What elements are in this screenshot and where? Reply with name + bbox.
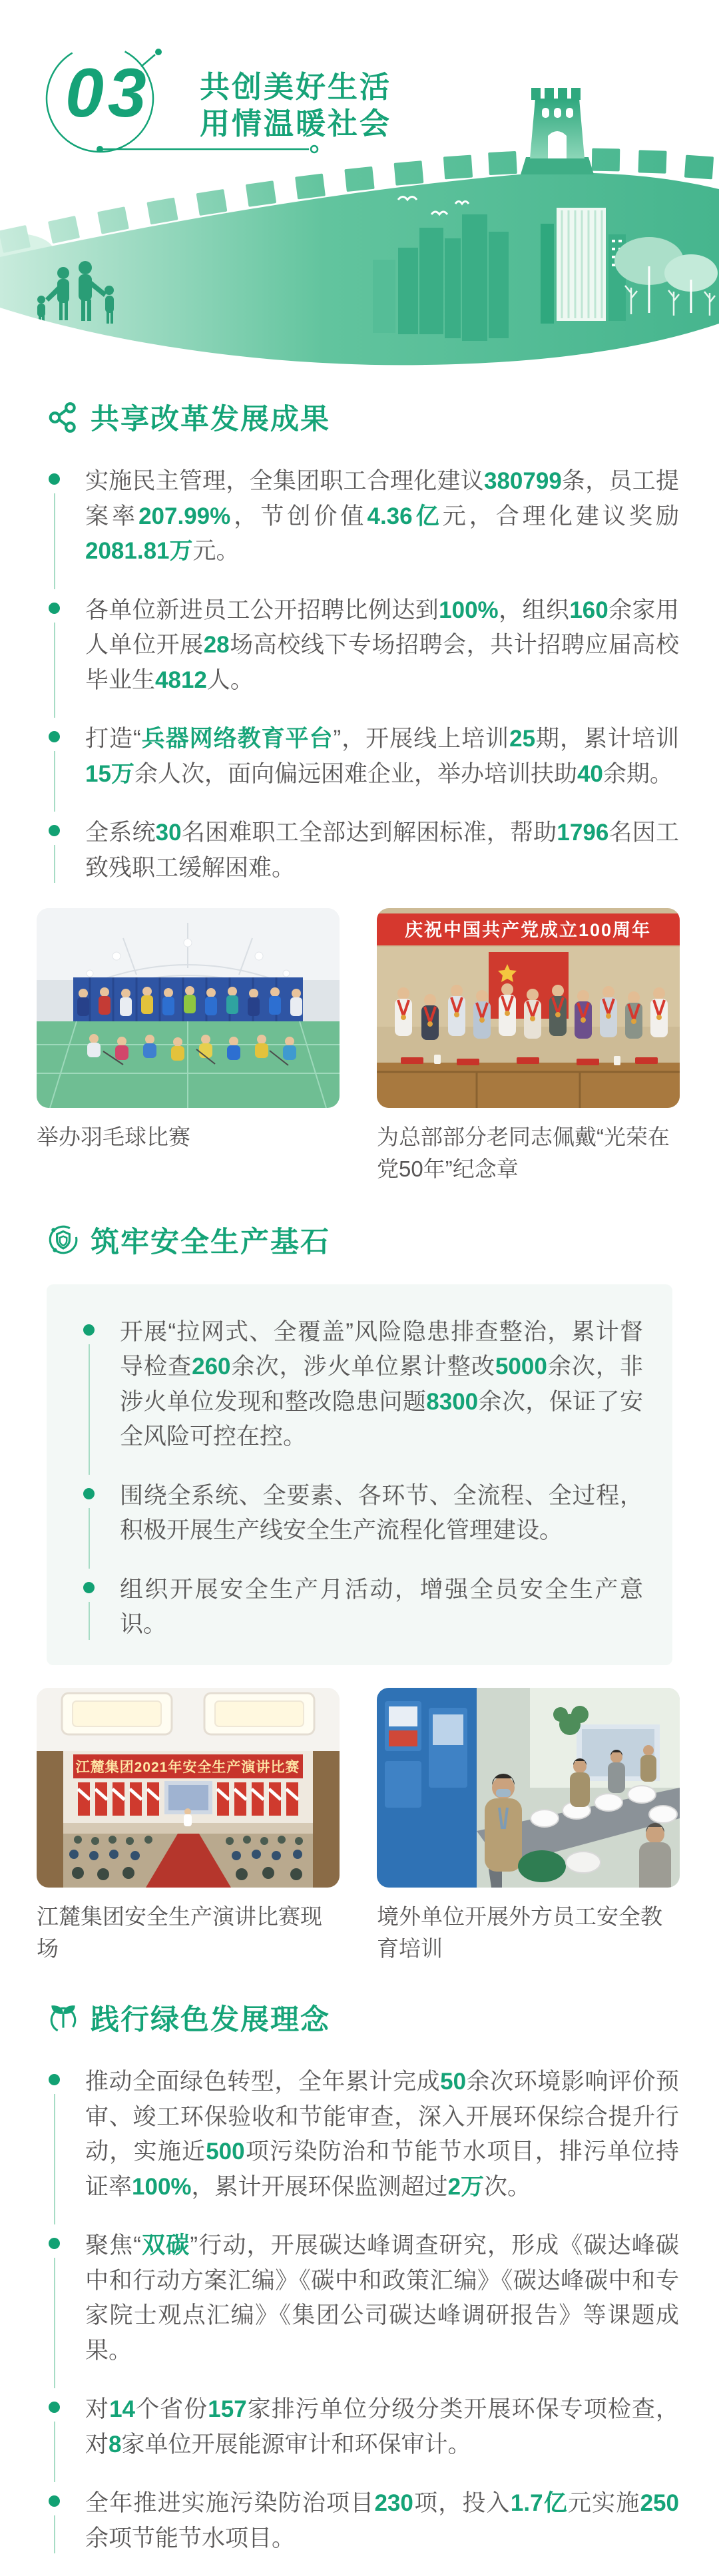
photo-caption: 境外单位开展外方员工安全教育培训: [377, 1904, 662, 1961]
section-title: 共享改革发展成果: [91, 403, 330, 435]
chapter-title-line2: 用情温暖社会: [200, 106, 392, 140]
photo-row-1: [37, 908, 682, 1185]
photo-banner-text: 江麓集团2021年安全生产演讲比赛: [75, 1759, 300, 1775]
speaker-figure: [184, 1808, 192, 1826]
chapter-title-line1: 共创美好生活: [200, 70, 392, 104]
bullet-item: 打造“兵器网络教育平台”，开展线上培训25期，累计培训15万余人次，面向偏远困难企业，举办培训扶助40余期。: [48, 722, 679, 792]
bullet-item: 实施民主管理，全集团职工合理化建议380799条，员工提案率207.99%，节创价值4.36亿元，合理化建议奖励2081.81万元。: [48, 464, 679, 569]
badminton-photo: [37, 908, 340, 1108]
page-header: [0, 0, 719, 370]
bullet-item: 围绕全系统、全要素、各环节、全流程、全过程，积极开展生产线安全生产流程化管理建设。: [83, 1479, 643, 1549]
safety-training-photo: [377, 1688, 680, 1888]
photo-caption: 举办羽毛球比赛: [37, 1125, 190, 1149]
share-icon: [47, 401, 80, 434]
speech-contest-photo: [37, 1688, 340, 1888]
photo-card: [377, 908, 680, 1185]
striped-building: [562, 210, 602, 318]
safety-card: [47, 1284, 672, 1665]
bullet-item: 全年推进实施污染防治项目230项，投入1.7亿元实施250余项节能节水项目。: [48, 2486, 679, 2556]
chapter-number: 03: [65, 55, 150, 132]
photo-card: [37, 1688, 340, 1965]
section-title: 筑牢安全生产基石: [91, 1226, 330, 1258]
photo-caption: 为总部部分老同志佩戴“光荣在党50年”纪念章: [377, 1125, 670, 1181]
safety-bullet-list: [83, 1315, 643, 1643]
section-title: 践行绿色发展理念: [91, 2004, 330, 2037]
bullet-item: 各单位新进员工公开招聘比例达到100%，组织160余家用人单位开展28场高校线下专场招聘会，共计招聘应届高校毕业生4812人。: [48, 593, 679, 698]
bullet-item: 全系统30名困难职工全部达到解困标准，帮助1796名因工致残职工缓解困难。: [48, 816, 679, 886]
share-bullet-list: [48, 464, 679, 886]
photo-card: [377, 1688, 680, 1965]
green-bullet-list: [48, 2065, 679, 2556]
bullet-item: 推动全面绿色转型，全年累计完成50余次环境影响评价预审、竣工环保验收和节能审查，深入开展环保综合提升行动，实施近500项污染防治和节能节水项目，排污单位持证率100%，累计开展环保监测超过2万次。: [48, 2065, 679, 2204]
bullet-item: 组织开展安全生产月活动，增强全员安全生产意识。: [83, 1573, 643, 1643]
bullet-item: 聚焦“双碳”行动，开展碳达峰调查研究，形成《碳达峰碳中和行动方案汇编》《碳中和政策汇编》《碳达峰碳中和专家院士观点汇编》《集团公司碳达峰调研报告》等课题成果。: [48, 2228, 679, 2368]
photo-card: [37, 908, 340, 1185]
section-share-heading: [47, 397, 719, 437]
chapter-title: [200, 69, 391, 142]
photo-row-2: [37, 1688, 682, 1965]
shield-icon: [47, 1223, 80, 1256]
anniversary-medal-photo: [377, 908, 680, 1108]
watchtower: [521, 88, 594, 174]
sprout-icon: [47, 2001, 80, 2035]
bullet-item: 对14个省份157家排污单位分级分类开展环保专项检查，对8家单位开展能源审计和环保审计。: [48, 2392, 679, 2462]
photo-caption: 江麓集团安全生产演讲比赛现场: [37, 1904, 322, 1961]
photo-banner-text: 庆祝中国共产党成立100周年: [404, 920, 652, 940]
section-safety-heading: [47, 1220, 719, 1260]
section-green-heading: [47, 1997, 719, 2038]
bullet-item: 开展“拉网式、全覆盖”风险隐患排查整治，累计督导检查260余次，涉火单位累计整改5000余次，非涉火单位发现和整改隐患问题8300余次，保证了安全风险可控在控。: [83, 1315, 643, 1455]
